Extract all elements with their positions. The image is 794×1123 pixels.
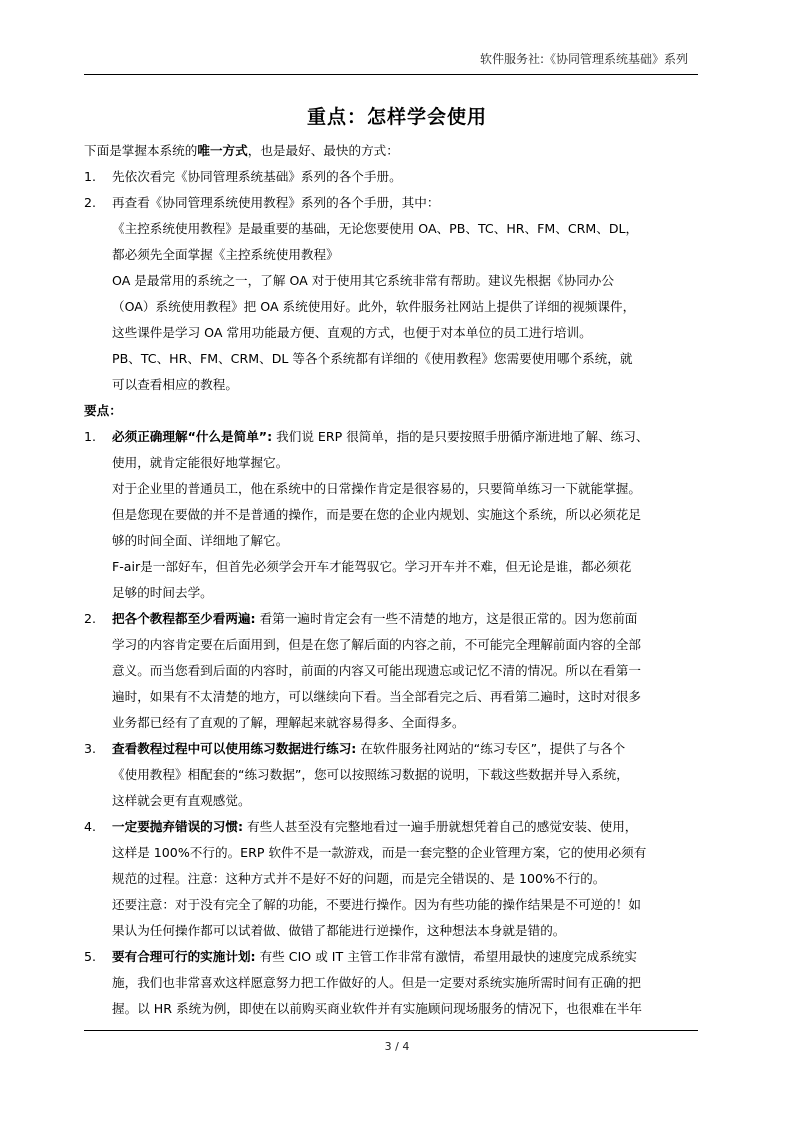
header-divider xyxy=(84,74,698,75)
keypoint-line: 业务都已经有了直观的了解，理解起来就容易得多、全面得多。 xyxy=(112,715,465,730)
keypoint-text: 有些人甚至没有完整地看过一遍手册就想凭着自己的感觉安装、使用， xyxy=(242,819,638,834)
keypoint-text: 我们说 ERP 很简单，指的是只要按照手册循序渐进地了解、练习、 xyxy=(272,429,649,444)
keypoint-line: 学习的内容肯定要在后面用到，但是在您了解后面的内容之前，不可能完全理解前面内容的全部 xyxy=(112,637,641,652)
keypoint-line: 遍时，如果有不太清楚的地方，可以继续向下看。当全部看完之后、再看第二遍时，这时对很多 xyxy=(112,689,641,704)
step-text: 再查看《协同管理系统使用教程》系列的各个手册，其中： xyxy=(112,195,440,210)
keypoint-number: 5. xyxy=(84,949,97,964)
page-number: 3 / 4 xyxy=(384,1040,410,1053)
step-number: 1. xyxy=(84,169,97,184)
keypoint-line: 这样是 100%不行的。ERP 软件不是一款游戏，而是一套完整的企业管理方案，它的使用必须有 xyxy=(112,845,647,860)
document-body xyxy=(84,138,698,1022)
step-number: 2. xyxy=(84,195,97,210)
keypoint-heading: 查看教程过程中可以使用练习数据进行练习: xyxy=(112,741,357,756)
keypoint-line: 规范的过程。注意：这种方式并不是好不好的问题，而是完全错误的、是 100%不行的。 xyxy=(112,871,606,886)
step-detail-line: OA 是最常用的系统之一，了解 OA 对于使用其它系统非常有帮助。建议先根据《协同办公 xyxy=(112,273,614,288)
keypoint-line: F-air是一部好车，但首先必须学会开车才能驾驭它。学习开车并不难，但无论是谁，都必须花 xyxy=(112,559,632,574)
keypoint-item xyxy=(84,606,698,632)
step-item xyxy=(84,190,698,216)
step-detail-line: 这些课件是学习 OA 常用功能最方便、直观的方式，也便于对本单位的员工进行培训。 xyxy=(112,325,592,340)
keypoint-line: 施，我们也非常喜欢这样愿意努力把工作做好的人。但是一定要对系统实施所需时间有正确的把 xyxy=(112,975,641,990)
keypoint-item xyxy=(84,944,698,970)
keypoint-item xyxy=(84,736,698,762)
keypoint-heading: 把各个教程都至少看两遍: xyxy=(112,611,256,626)
keypoint-heading: 要有合理可行的实施计划: xyxy=(112,949,256,964)
keypoint-number: 4. xyxy=(84,819,97,834)
keypoint-line: 还要注意：对于没有完全了解的功能，不要进行操作。因为有些功能的操作结果是不可逆的！如 xyxy=(112,897,641,912)
intro-line xyxy=(84,138,698,164)
keypoint-line: 使用，就肯定能很好地掌握它。 xyxy=(112,455,289,470)
keypoint-line: 意义。而当您看到后面的内容时，前面的内容又可能出现遗忘或记忆不清的情况。所以在看第一 xyxy=(112,663,641,678)
keypoints-heading xyxy=(84,398,698,424)
keypoint-line: 够的时间全面、详细地了解它。 xyxy=(112,533,289,548)
keypoint-item xyxy=(84,424,698,450)
keypoint-line: 但是您现在要做的并不是普通的操作，而是要在您的企业内规划、实施这个系统，所以必须花足 xyxy=(112,507,641,522)
keypoint-line: 足够的时间去学。 xyxy=(112,585,213,600)
keypoint-line: 果认为任何操作都可以试着做、做错了都能进行逆操作，这种想法本身就是错的。 xyxy=(112,923,566,938)
keypoint-line: 对于企业里的普通员工，他在系统中的日常操作肯定是很容易的，只要简单练习一下就能掌握。 xyxy=(112,481,641,496)
keypoint-item xyxy=(84,814,698,840)
intro-text: 下面是掌握本系统的 xyxy=(84,143,198,158)
keypoint-text: 有些 CIO 或 IT 主管工作非常有激情，希望用最快的速度完成系统实 xyxy=(255,949,637,964)
step-detail-line: PB、TC、HR、FM、CRM、DL 等各个系统都有详细的《使用教程》您需要使用哪个系统，就 xyxy=(112,351,633,366)
intro-emphasis: 唯一方式 xyxy=(197,143,248,158)
step-detail-line: 《主控系统使用教程》是最重要的基础，无论您要使用 OA、PB、TC、HR、FM、CRM、DL， xyxy=(112,221,639,236)
step-detail-line: 可以查看相应的教程。 xyxy=(112,377,238,392)
keypoint-line: 握。以 HR 系统为例，即使在以前购买商业软件并有实施顾问现场服务的情况下，也很难在半年 xyxy=(112,1001,642,1016)
page-title: 重点：怎样学会使用 xyxy=(306,106,487,128)
keypoint-number: 2. xyxy=(84,611,97,626)
keypoint-number: 1. xyxy=(84,429,97,444)
keypoints-label: 要点： xyxy=(84,403,122,418)
keypoint-text: 看第一遍时肯定会有一些不清楚的地方，这是很正常的。因为您前面 xyxy=(255,611,638,626)
keypoint-line: 《使用教程》相配套的“练习数据”，您可以按照练习数据的说明，下载这些数据并导入系统， xyxy=(112,767,629,782)
step-detail-line: 都必须先全面掌握《主控系统使用教程》 xyxy=(112,247,339,262)
keypoint-text: 在软件服务社网站的“练习专区”，提供了与各个 xyxy=(356,741,626,756)
intro-text-end: ，也是最好、最快的方式： xyxy=(247,143,399,158)
step-detail-line: （OA）系统使用教程》把 OA 系统使用好。此外，软件服务社网站上提供了详细的视频课件， xyxy=(112,299,636,314)
page-header: 软件服务社:《协同管理系统基础》系列 xyxy=(479,52,688,66)
keypoint-line: 这样就会更有直观感觉。 xyxy=(112,793,251,808)
step-text: 先依次看完《协同管理系统基础》系列的各个手册。 xyxy=(112,169,402,184)
keypoint-number: 3. xyxy=(84,741,97,756)
footer-divider xyxy=(84,1030,698,1031)
keypoint-heading: 必须正确理解“什么是简单”: xyxy=(112,429,273,444)
keypoint-heading: 一定要抛弃错误的习惯: xyxy=(112,819,243,834)
step-item xyxy=(84,164,698,190)
